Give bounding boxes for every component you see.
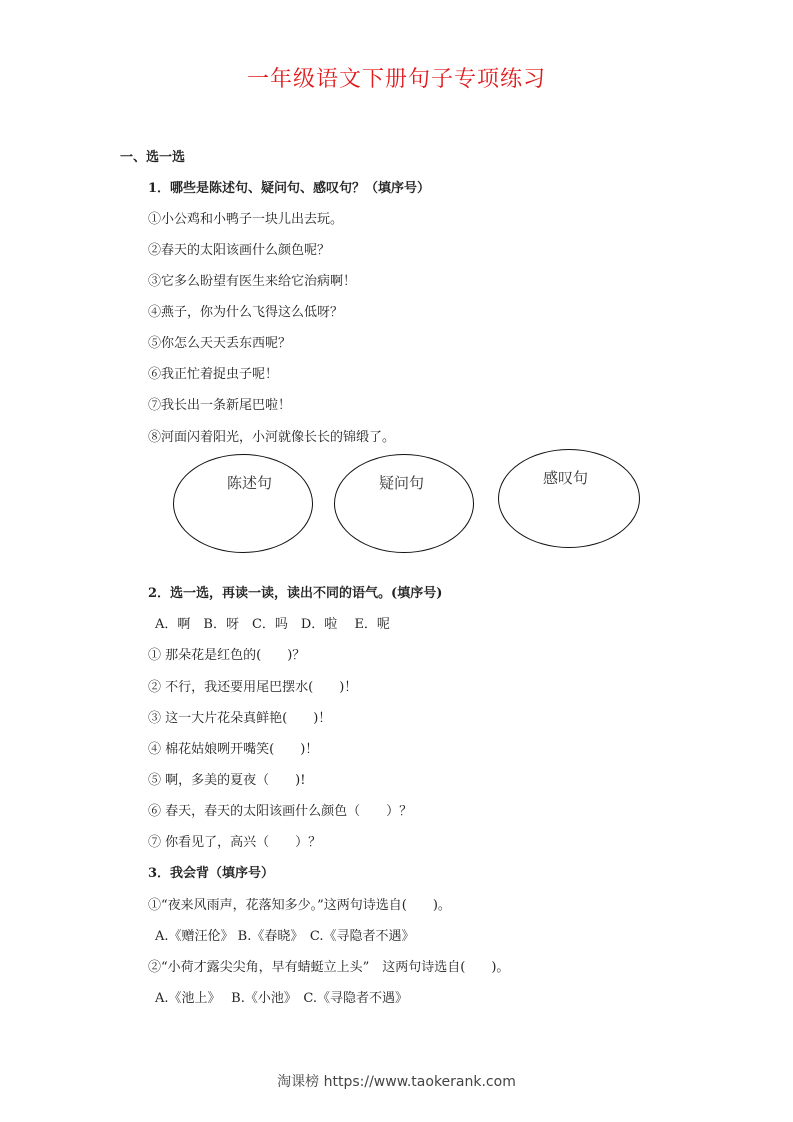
blank-item-4: ④ 棉花姑娘咧开嘴笑( )！	[148, 742, 319, 757]
blank-item-6: ⑥ 春天，春天的太阳该画什么颜色（ ）？	[148, 804, 413, 819]
question-1-prompt: 1．哪些是陈述句、疑问句、感叹句？（填序号）	[148, 181, 431, 196]
sentence-8: ⑧河面闪着阳光，小河就像长长的锦缎了。	[148, 430, 396, 445]
sentence-5: ⑤你怎么天天丢东西呢？	[148, 336, 292, 351]
sentence-7: ⑦我长出一条新尾巴啦！	[148, 398, 292, 413]
poem-question-1-options: A.《赠汪伦》 B.《春晓》 C.《寻隐者不遇》	[155, 929, 415, 944]
sentence-3: ③它多么盼望有医生来给它治病啊！	[148, 274, 357, 289]
sentence-6: ⑥我正忙着捉虫子呢！	[148, 367, 279, 382]
blank-item-5: ⑤ 啊，多美的夏夜（ )!	[148, 773, 306, 788]
exclamatory-label: 感叹句	[543, 469, 589, 487]
page-title: 一年级语文下册句子专项练习	[246, 67, 546, 92]
question-2-prompt: 2．选一选，再读一读，读出不同的语气。(填序号)	[148, 586, 443, 601]
section-heading: 一、选一选	[120, 150, 186, 165]
poem-question-2: ②“小荷才露尖尖角，早有蜻蜓立上头” 这两句诗选自( )。	[148, 960, 510, 975]
exclamatory-oval	[498, 449, 640, 548]
sentence-1: ①小公鸡和小鸭子一块儿出去玩。	[148, 212, 344, 227]
blank-item-3: ③ 这一大片花朵真鲜艳( )！	[148, 711, 332, 726]
interrogative-oval	[334, 454, 474, 553]
declarative-oval	[173, 454, 313, 553]
poem-question-1: ①“夜来风雨声，花落知多少。”这两句诗选自( )。	[148, 898, 451, 913]
sentence-2: ②春天的太阳该画什么颜色呢？	[148, 243, 331, 258]
blank-item-1: ① 那朵花是红色的( )？	[148, 648, 306, 663]
footer-watermark: 淘课榜 https://www.taokerank.com	[277, 1074, 516, 1090]
poem-question-2-options: A.《池上》 B.《小池》 C.《寻隐者不遇》	[155, 991, 408, 1006]
blank-item-7: ⑦ 你看见了，高兴（ ）？	[148, 835, 322, 850]
question-2-options: A．啊 B．呀 C．吗 D．啦 E．呢	[155, 617, 390, 632]
blank-item-2: ② 不行，我还要用尾巴摆水( )！	[148, 680, 358, 695]
declarative-label: 陈述句	[227, 474, 273, 492]
question-3-prompt: 3．我会背（填序号）	[148, 866, 275, 881]
sentence-4: ④燕子，你为什么飞得这么低呀？	[148, 305, 344, 320]
interrogative-label: 疑问句	[379, 474, 425, 492]
